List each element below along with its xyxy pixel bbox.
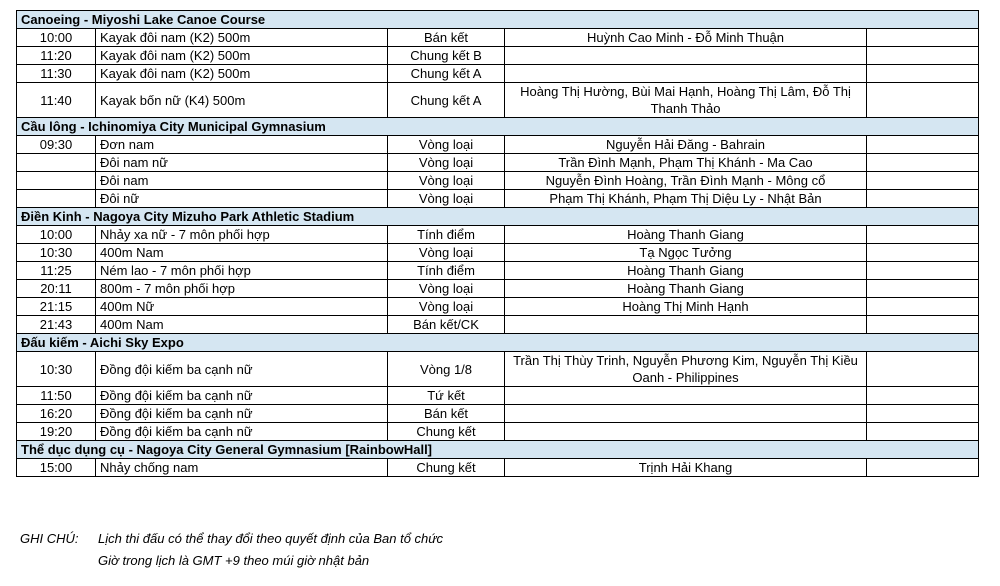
round-cell: Vòng loại [388,136,505,154]
table-row [17,47,979,65]
empty-cell [867,423,979,441]
time-cell: 09:30 [17,136,96,154]
table-row [17,280,979,298]
table-row [17,172,979,190]
empty-cell [867,405,979,423]
table-row [17,136,979,154]
time-cell: 11:40 [17,83,96,118]
time-cell: 16:20 [17,405,96,423]
event-cell: Kayak đôi nam (K2) 500m [96,29,388,47]
table-row [17,190,979,208]
time-cell: 10:00 [17,29,96,47]
time-cell: 21:15 [17,298,96,316]
round-cell: Bán kết/CK [388,316,505,334]
athletes-cell [505,423,867,441]
athletes-cell: Hoàng Thanh Giang [505,226,867,244]
round-cell: Chung kết A [388,65,505,83]
time-cell: 11:30 [17,65,96,83]
time-cell: 10:30 [17,244,96,262]
table-row [17,423,979,441]
event-cell: Đôi nam [96,172,388,190]
athletes-cell: Hoàng Thanh Giang [505,280,867,298]
event-cell: Kayak đôi nam (K2) 500m [96,65,388,83]
round-cell: Tính điểm [388,262,505,280]
time-cell [17,172,96,190]
empty-cell [867,352,979,387]
empty-cell [867,190,979,208]
time-cell: 11:20 [17,47,96,65]
round-cell: Vòng 1/8 [388,352,505,387]
table-row [17,459,979,477]
notes [20,528,443,572]
athletes-cell: Hoàng Thị Minh Hạnh [505,298,867,316]
schedule-body [17,11,979,477]
round-cell: Chung kết B [388,47,505,65]
empty-cell [867,172,979,190]
event-cell: 400m Nữ [96,298,388,316]
athletes-cell: Trần Thị Thùy Trinh, Nguyễn Phương Kim, Nguyễn Thị Kiều Oanh - Philippines [505,352,867,387]
section-title: Thể dục dụng cụ - Nagoya City General Gymnasium [RainbowHall] [17,441,979,459]
time-cell [17,190,96,208]
round-cell: Tứ kết [388,387,505,405]
empty-cell [867,459,979,477]
table-row [17,226,979,244]
section-header [17,334,979,352]
empty-cell [867,154,979,172]
athletes-cell: Trần Đình Mạnh, Phạm Thị Khánh - Ma Cao [505,154,867,172]
time-cell: 20:11 [17,280,96,298]
empty-cell [867,83,979,118]
athletes-cell [505,47,867,65]
table-row [17,29,979,47]
event-cell: Đơn nam [96,136,388,154]
table-row [17,83,979,118]
round-cell: Chung kết [388,423,505,441]
note-row-1 [20,528,443,550]
round-cell: Bán kết [388,29,505,47]
round-cell: Vòng loại [388,280,505,298]
section-title: Đấu kiếm - Aichi Sky Expo [17,334,979,352]
time-cell: 21:43 [17,316,96,334]
event-cell: Ném lao - 7 môn phối hợp [96,262,388,280]
time-cell: 11:50 [17,387,96,405]
schedule-table [16,10,979,477]
table-row [17,387,979,405]
section-title: Cầu lông - Ichinomiya City Municipal Gymnasium [17,118,979,136]
notes-label: GHI CHÚ: [20,531,79,546]
athletes-cell [505,405,867,423]
section-header [17,441,979,459]
table-row [17,405,979,423]
time-cell: 10:30 [17,352,96,387]
event-cell: Đồng đội kiếm ba cạnh nữ [96,405,388,423]
empty-cell [867,47,979,65]
event-cell: 400m Nam [96,316,388,334]
round-cell: Vòng loại [388,298,505,316]
round-cell: Bán kết [388,405,505,423]
round-cell: Vòng loại [388,190,505,208]
empty-cell [867,262,979,280]
time-cell [17,154,96,172]
table-row [17,244,979,262]
event-cell: Đôi nữ [96,190,388,208]
event-cell: Đồng đội kiếm ba cạnh nữ [96,387,388,405]
athletes-cell: Nguyễn Đình Hoàng, Trần Đình Mạnh - Mông cổ [505,172,867,190]
athletes-cell [505,65,867,83]
note-line-2: Giờ trong lịch là GMT +9 theo múi giờ nhật bản [98,553,370,568]
time-cell: 10:00 [17,226,96,244]
athletes-cell: Hoàng Thanh Giang [505,262,867,280]
table-row [17,352,979,387]
athletes-cell: Hoàng Thị Hường, Bùi Mai Hạnh, Hoàng Thị Lâm, Đỗ Thị Thanh Thảo [505,83,867,118]
athletes-cell: Nguyễn Hải Đăng - Bahrain [505,136,867,154]
event-cell: 400m Nam [96,244,388,262]
table-row [17,65,979,83]
section-header [17,208,979,226]
table-row [17,262,979,280]
round-cell: Vòng loại [388,154,505,172]
empty-cell [867,316,979,334]
note-row-2 [20,550,443,572]
round-cell: Tính điểm [388,226,505,244]
event-cell: Đôi nam nữ [96,154,388,172]
round-cell: Vòng loại [388,244,505,262]
empty-cell [867,226,979,244]
event-cell: Nhảy chống nam [96,459,388,477]
section-header [17,118,979,136]
empty-cell [867,298,979,316]
athletes-cell: Huỳnh Cao Minh - Đỗ Minh Thuận [505,29,867,47]
empty-cell [867,387,979,405]
event-cell: Đồng đội kiếm ba cạnh nữ [96,352,388,387]
athletes-cell: Phạm Thị Khánh, Phạm Thị Diệu Ly - Nhật Bản [505,190,867,208]
time-cell: 15:00 [17,459,96,477]
athletes-cell [505,387,867,405]
event-cell: 800m - 7 môn phối hợp [96,280,388,298]
athletes-cell [505,316,867,334]
athletes-cell: Tạ Ngọc Tưởng [505,244,867,262]
round-cell: Vòng loại [388,172,505,190]
empty-cell [867,136,979,154]
athletes-cell: Trịnh Hải Khang [505,459,867,477]
note-line-1: Lịch thi đấu có thể thay đổi theo quyết định của Ban tổ chức [98,531,444,546]
section-title: Điền Kinh - Nagoya City Mizuho Park Athletic Stadium [17,208,979,226]
empty-cell [867,29,979,47]
round-cell: Chung kết [388,459,505,477]
empty-cell [867,280,979,298]
event-cell: Kayak đôi nam (K2) 500m [96,47,388,65]
round-cell: Chung kết A [388,83,505,118]
section-title: Canoeing - Miyoshi Lake Canoe Course [17,11,979,29]
table-row [17,316,979,334]
section-header [17,11,979,29]
empty-cell [867,244,979,262]
event-cell: Nhảy xa nữ - 7 môn phối hợp [96,226,388,244]
empty-cell [867,65,979,83]
time-cell: 19:20 [17,423,96,441]
table-row [17,154,979,172]
time-cell: 11:25 [17,262,96,280]
event-cell: Đồng đội kiếm ba cạnh nữ [96,423,388,441]
event-cell: Kayak bốn nữ (K4) 500m [96,83,388,118]
table-row [17,298,979,316]
